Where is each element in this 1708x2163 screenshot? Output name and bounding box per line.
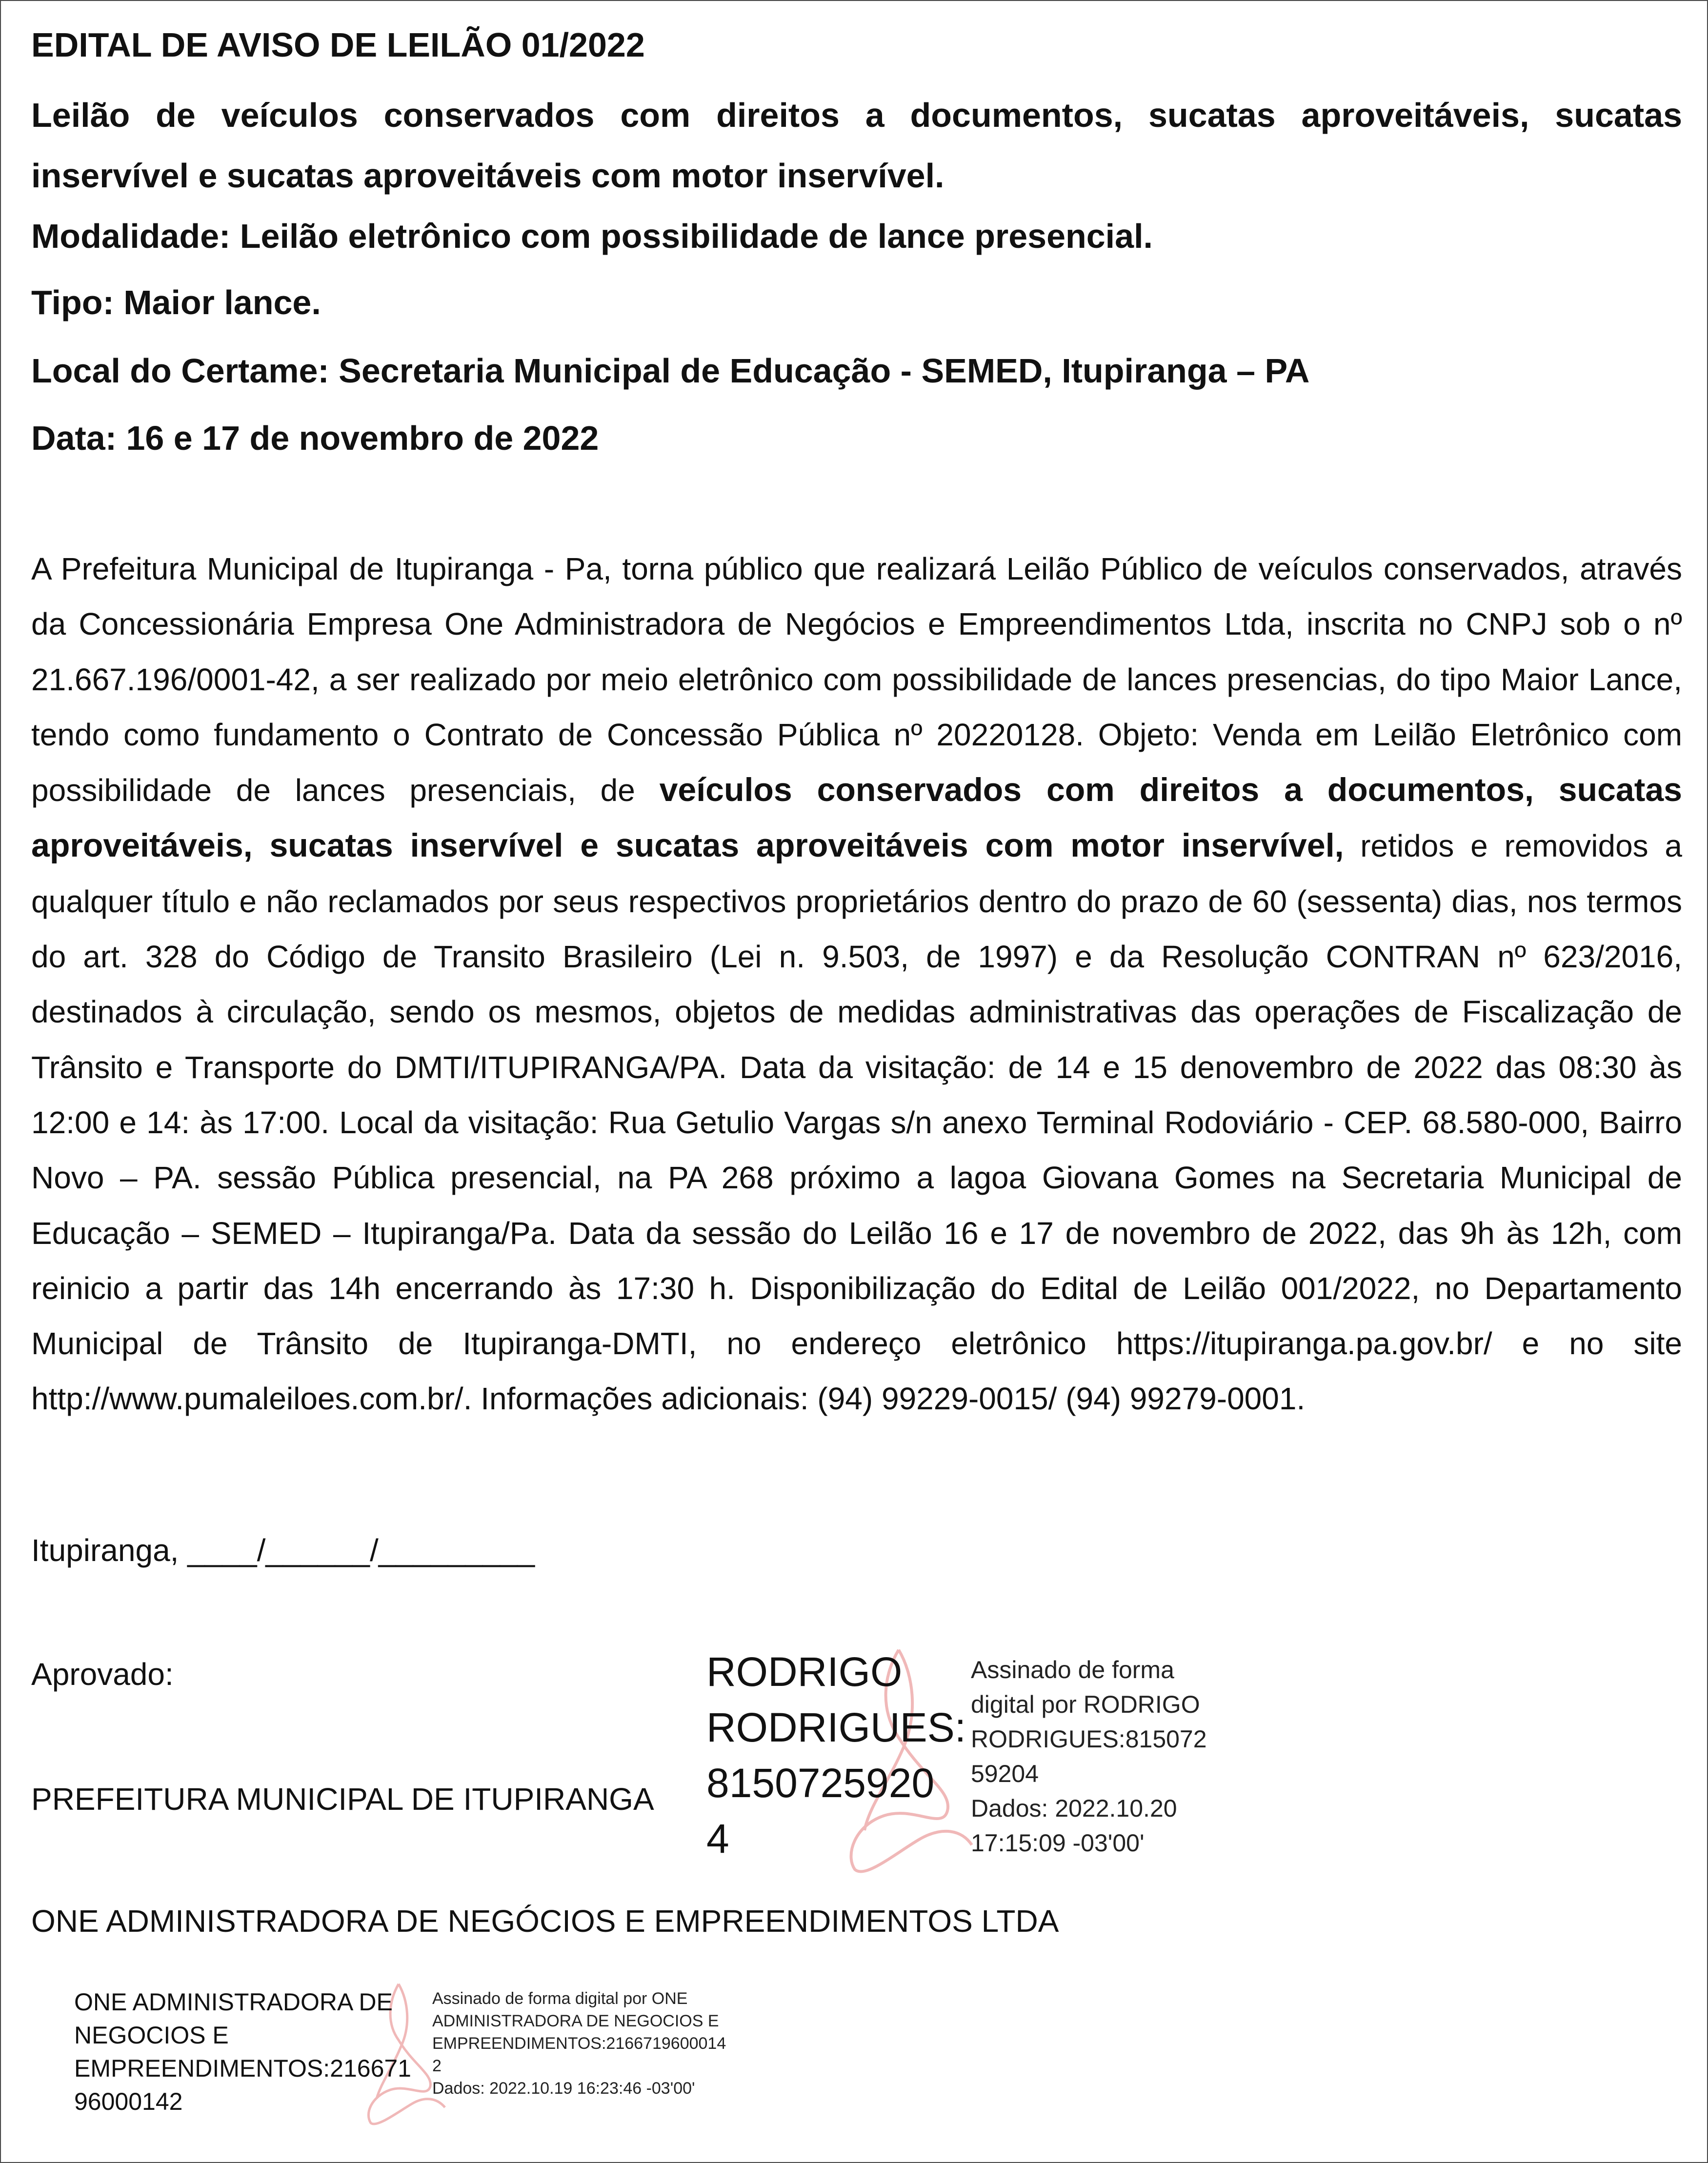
signer-name-rodrigo: RODRIGO RODRIGUES: 8150725920 4 [706,1649,966,1862]
approved-label: Aprovado: [31,1657,174,1692]
notice-subject: Leilão de veículos conservados com direitos a documentos, sucatas aproveitáveis, sucatas inservível e sucatas aproveitáveis com motor inservível. [31,96,1682,195]
notice-modalidade: Modalidade: Leilão eletrônico com possibilidade de lance presencial. [31,217,1153,255]
notice-title: EDITAL DE AVISO DE LEILÃO 01/2022 [31,26,645,64]
notice-local: Local do Certame: Secretaria Municipal de Educação - SEMED, Itupiranga – PA [31,352,1310,390]
company-name: ONE ADMINISTRADORA DE NEGÓCIOS E EMPREENDIMENTOS LTDA [31,1903,1059,1939]
notice-tipo: Tipo: Maior lance. [31,283,321,321]
body-part-2: retidos e removidos a qualquer título e não reclamados por seus respectivos proprietários dentro do prazo de 60 (sessenta) dias, nos termos do art. 328 do Código de Transito Brasileiro (Lei n. 9.503, de 1997) e da Resolução CONTRAN nº 623/2016, destinados à circulação, sendo os mesmos, objetos de medidas administrativas das operações de Fiscalização de Trânsito e Transporte do DMTI/ITUPIRANGA/PA. Data da visitação: de 14 e 15 denovembro de 2022 das 08:30 às 12:00 e 14: às 17:00. Local da visitação: Rua Getulio Vargas s/n anexo Terminal Rodoviário - CEP. 68.580-000, Bairro Novo – PA. sessão Pública presencial, na PA 268 próximo a lagoa Giovana Gomes na Secretaria Municipal de Educação – SEMED – Itupiranga/Pa. Data da sessão do Leilão 16 e 17 de novembro de 2022, das 9h às 12h, com reinicio a partir das 14h encerrando às 17:30 h. Disponibilização do Edital de Leilão 001/2022, no Departamento Municipal de Trânsito de Itupiranga-DMTI, no endereço eletrônico https://itupiranga.pa.gov.br/ e no site http://www.pumaleiloes.com.br/. Informações adicionais: (94) 99229-0015/ (94) 99279-0001. [31,828,1683,1417]
body-bold-object: veículos conservados com direitos a documentos, sucatas aproveitáveis, sucatas inservível e sucatas aproveitáveis com motor inservível, [31,771,1682,864]
prefeitura-name: PREFEITURA MUNICIPAL DE ITUPIRANGA [31,1782,654,1817]
signature-details-rodrigo: Assinado de forma digital por RODRIGO RODRIGUES:815072 59204 Dados: 2022.10.20 17:15:09 -03'00' [971,1656,1207,1857]
notice-date: Data: 16 e 17 de novembro de 2022 [31,419,599,457]
place-date-line: Itupiranga, ____/______/_________ [31,1533,535,1568]
signer-name-one: ONE ADMINISTRADORA DE NEGOCIOS E EMPREENDIMENTOS:216671 96000142 [74,1988,411,2115]
signature-details-one: Assinado de forma digital por ONE ADMINISTRADORA DE NEGOCIOS E EMPREENDIMENTOS:2166719600014 2 Dados: 2022.10.19 16:23:46 -03'00' [432,1989,726,2098]
body-part-1: A Prefeitura Municipal de Itupiranga - Pa, torna público que realizará Leilão Público de veículos conservados, através da Concessionária Empresa One Administradora de Negócios e Empreendimentos Ltda, inscrita no CNPJ sob o nº 21.667.196/0001-42, a ser realizado por meio eletrônico com possibilidade de lances presencias, do tipo Maior Lance, tendo como fundamento o Contrato de Concessão Pública nº 20220128. Objeto: Venda em Leilão Eletrônico com possibilidade de lances presenciais, de [31,551,1682,808]
notice-body [31,541,1682,1427]
